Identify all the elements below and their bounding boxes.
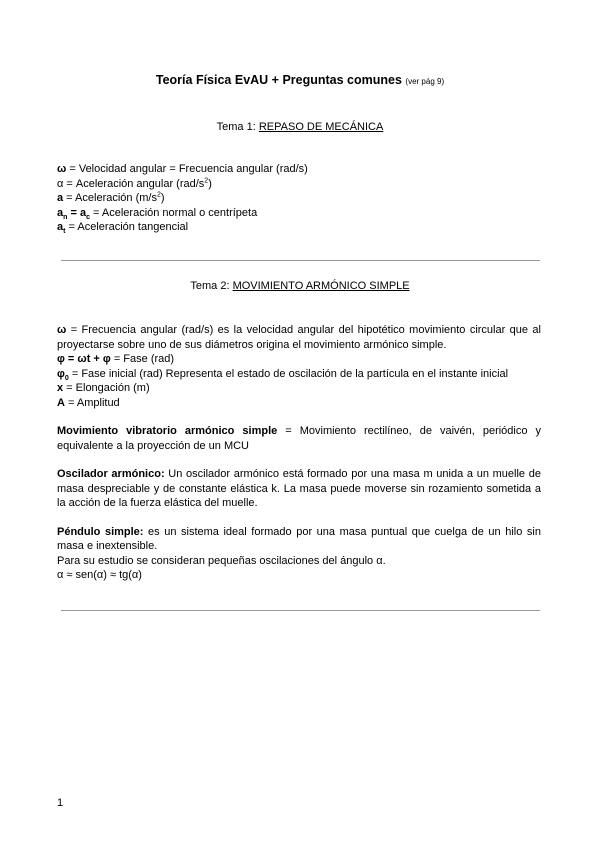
- page-title: [0, 73, 600, 87]
- def-normal-acceleration: $a_n = a_c$ = Aceleración normal o centrípeta: [57, 206, 258, 221]
- page-number: 1: [57, 797, 64, 809]
- def-pendulum: Péndulo simple: es un sistema ideal formado por una masa puntual que cuelga de un hilo sin masa e inextensible.: [57, 525, 541, 552]
- def-acceleration: a = Aceleración $(m/s^2)$: [57, 191, 165, 204]
- tema2-name: MOVIMIENTO ARMÓNICO SIMPLE: [232, 280, 410, 292]
- def-frequency: ω = Frecuencia angular (rad/s) es la velocidad angular del hipotético movimiento circular que al proyectarse sobre uno de sus diámetros origina el movimiento armónico simple.: [57, 324, 541, 351]
- def-oscillator: Oscilador armónico: Un oscilador armónico está formado por una masa m unida a un muelle de masa despreciable y de constante elástica k. La masa puede moverse sin rozamiento sometida a la acción de la fuerza elástica del muelle.: [57, 468, 541, 509]
- def-phase: φ = ωt + φ = Fase (rad): [57, 353, 175, 365]
- def-mvas: Movimiento vibratorio armónico simple = Movimiento rectilíneo, de vaivén, periódico y equivalente a la proyección de un MCU: [57, 425, 541, 452]
- tema2-prefix: Tema 2:: [190, 280, 233, 292]
- def-tangential-acceleration: $a_t$ = Aceleración tangencial: [57, 221, 189, 236]
- def-amplitude: A = Amplitud: [57, 396, 120, 409]
- def-initial-phase: $\varphi_0$ = Fase inicial (rad) Representa el estado de oscilación de la partícula en el instante inicial: [57, 367, 509, 382]
- tema1-heading: [0, 121, 600, 133]
- tema1-name: REPASO DE MECÁNICA: [258, 121, 384, 133]
- small-angle-approx: α ≈ sen(α) ≈ tg(α): [57, 569, 142, 581]
- pendulum-note: Para su estudio se consideran pequeñas oscilaciones del ángulo α.: [57, 554, 386, 567]
- tema1-definitions: [57, 162, 541, 235]
- tema1-prefix: Tema 1:: [216, 121, 259, 133]
- tema2-heading: [0, 280, 600, 292]
- tema2-content: [57, 323, 541, 583]
- def-omega: ω = Velocidad angular = Frecuencia angular (rad/s): [57, 163, 308, 175]
- title-note: (ver pág 9): [405, 77, 445, 86]
- def-alpha: α = Aceleración angular $(rad/s^2)$: [57, 176, 212, 190]
- divider-2: [61, 610, 540, 611]
- title-main: Teoría Física EvAU + Preguntas comunes: [155, 73, 402, 87]
- def-elongation: x = Elongación (m): [57, 382, 150, 394]
- divider-1: [61, 260, 540, 261]
